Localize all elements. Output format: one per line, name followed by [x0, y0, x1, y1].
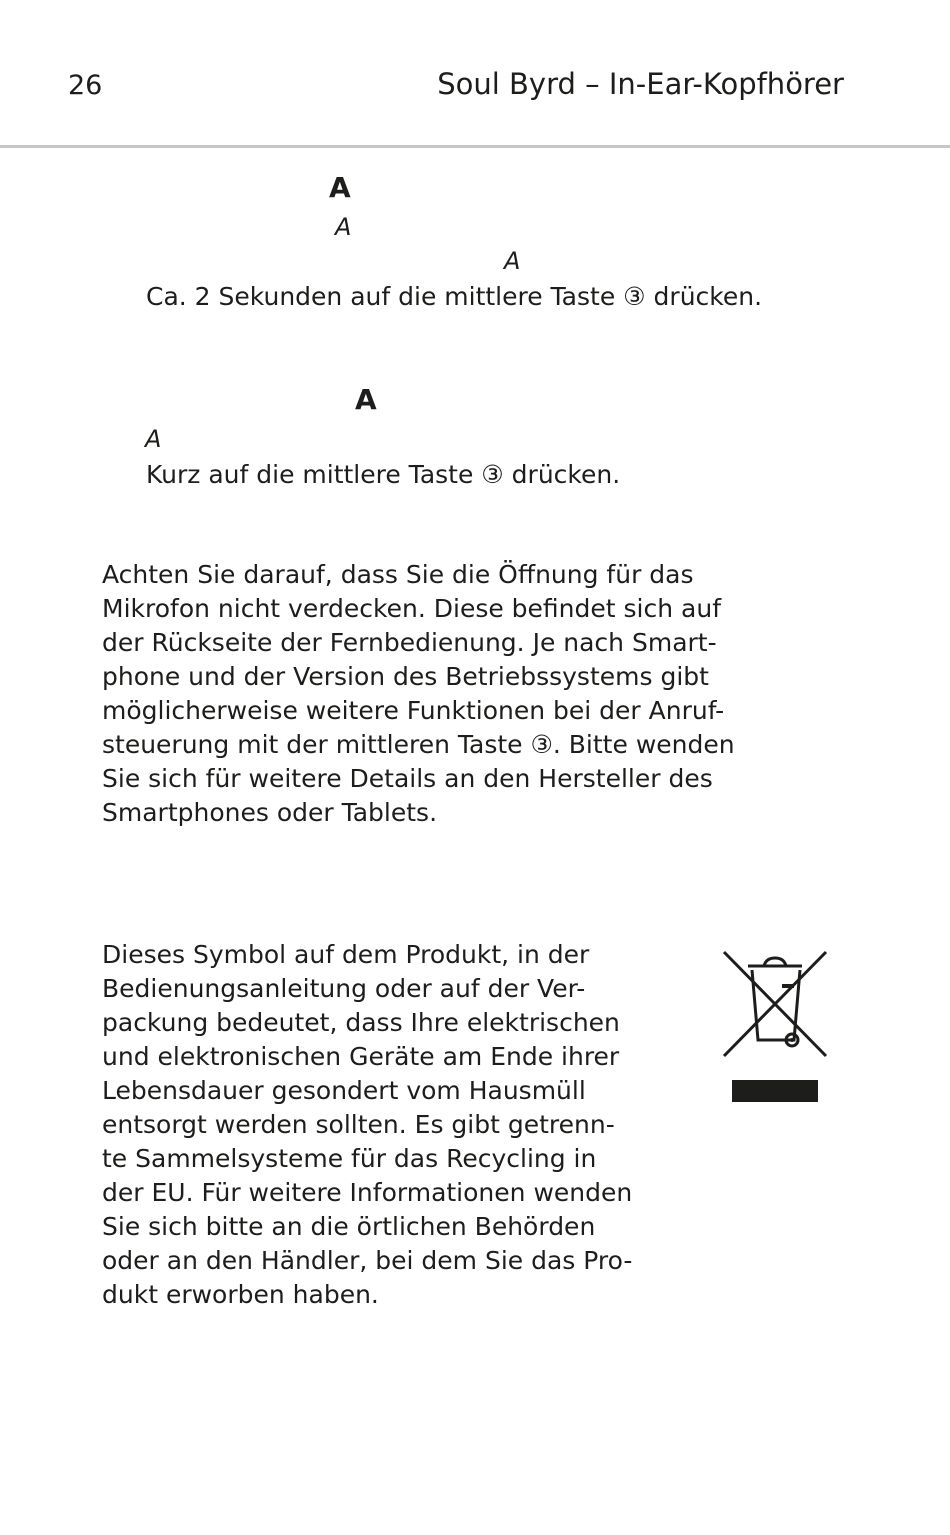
paragraph-line: Bedienungsanleitung oder auf der Ver- — [102, 974, 586, 1003]
paragraph-line: steuerung mit der mittleren Taste ③. Bitte wenden — [102, 730, 735, 759]
instruction-text-end: drücken. — [503, 460, 621, 489]
paragraph-line: te Sammelsysteme für das Recycling in — [102, 1144, 597, 1173]
weee-crossed-bin-icon — [718, 944, 832, 1106]
section2-italic-marker: A — [145, 425, 162, 453]
button-3-reference: ③ — [623, 282, 646, 311]
paragraph-line: der Rückseite der Fernbedienung. Je nach Smart- — [102, 628, 717, 657]
section2-heading-marker: A — [355, 383, 377, 416]
paragraph-line: entsorgt werden sollten. Es gibt getrenn- — [102, 1110, 615, 1139]
instruction-text: Kurz auf die mittlere Taste — [146, 460, 482, 489]
paragraph-line: packung bedeutet, dass Ihre elektrischen — [102, 1008, 620, 1037]
paragraph-line: Sie sich für weitere Details an den Hersteller des — [102, 764, 713, 793]
instruction-text-end: drücken. — [645, 282, 763, 311]
page-number: 26 — [68, 70, 103, 101]
section1-instruction — [146, 280, 762, 314]
section2-instruction — [146, 458, 620, 492]
paragraph-line: oder an den Händler, bei dem Sie das Pro- — [102, 1246, 633, 1275]
paragraph-line: Mikrofon nicht verdecken. Diese befindet sich auf — [102, 594, 721, 623]
paragraph-line: Dieses Symbol auf dem Produkt, in der — [102, 940, 590, 969]
paragraph-line: phone und der Version des Betriebssystems gibt — [102, 662, 709, 691]
instruction-text: Ca. 2 Sekunden auf die mittlere Taste — [146, 282, 624, 311]
paragraph-line: Achten Sie darauf, dass Sie die Öffnung für das — [102, 560, 694, 589]
paragraph-line: Smartphones oder Tablets. — [102, 798, 438, 827]
section1-heading-marker: A — [329, 171, 351, 204]
microphone-note-paragraph — [102, 558, 735, 830]
paragraph-line: möglicherweise weitere Funktionen bei der Anruf- — [102, 696, 725, 725]
paragraph-line: dukt erworben haben. — [102, 1280, 379, 1309]
paragraph-line: und elektronischen Geräte am Ende ihrer — [102, 1042, 620, 1071]
button-3-reference: ③ — [481, 460, 504, 489]
header-divider — [0, 145, 950, 148]
section1-italic-marker-1: A — [335, 213, 352, 241]
paragraph-line: der EU. Für weitere Informationen wenden — [102, 1178, 633, 1207]
paragraph-line: Sie sich bitte an die örtlichen Behörden — [102, 1212, 596, 1241]
running-title: Soul Byrd – In-Ear-Kopfhörer — [437, 67, 844, 101]
paragraph-line: Lebensdauer gesondert vom Hausmüll — [102, 1076, 586, 1105]
section1-italic-marker-2: A — [504, 247, 521, 275]
disposal-paragraph — [102, 938, 632, 1312]
